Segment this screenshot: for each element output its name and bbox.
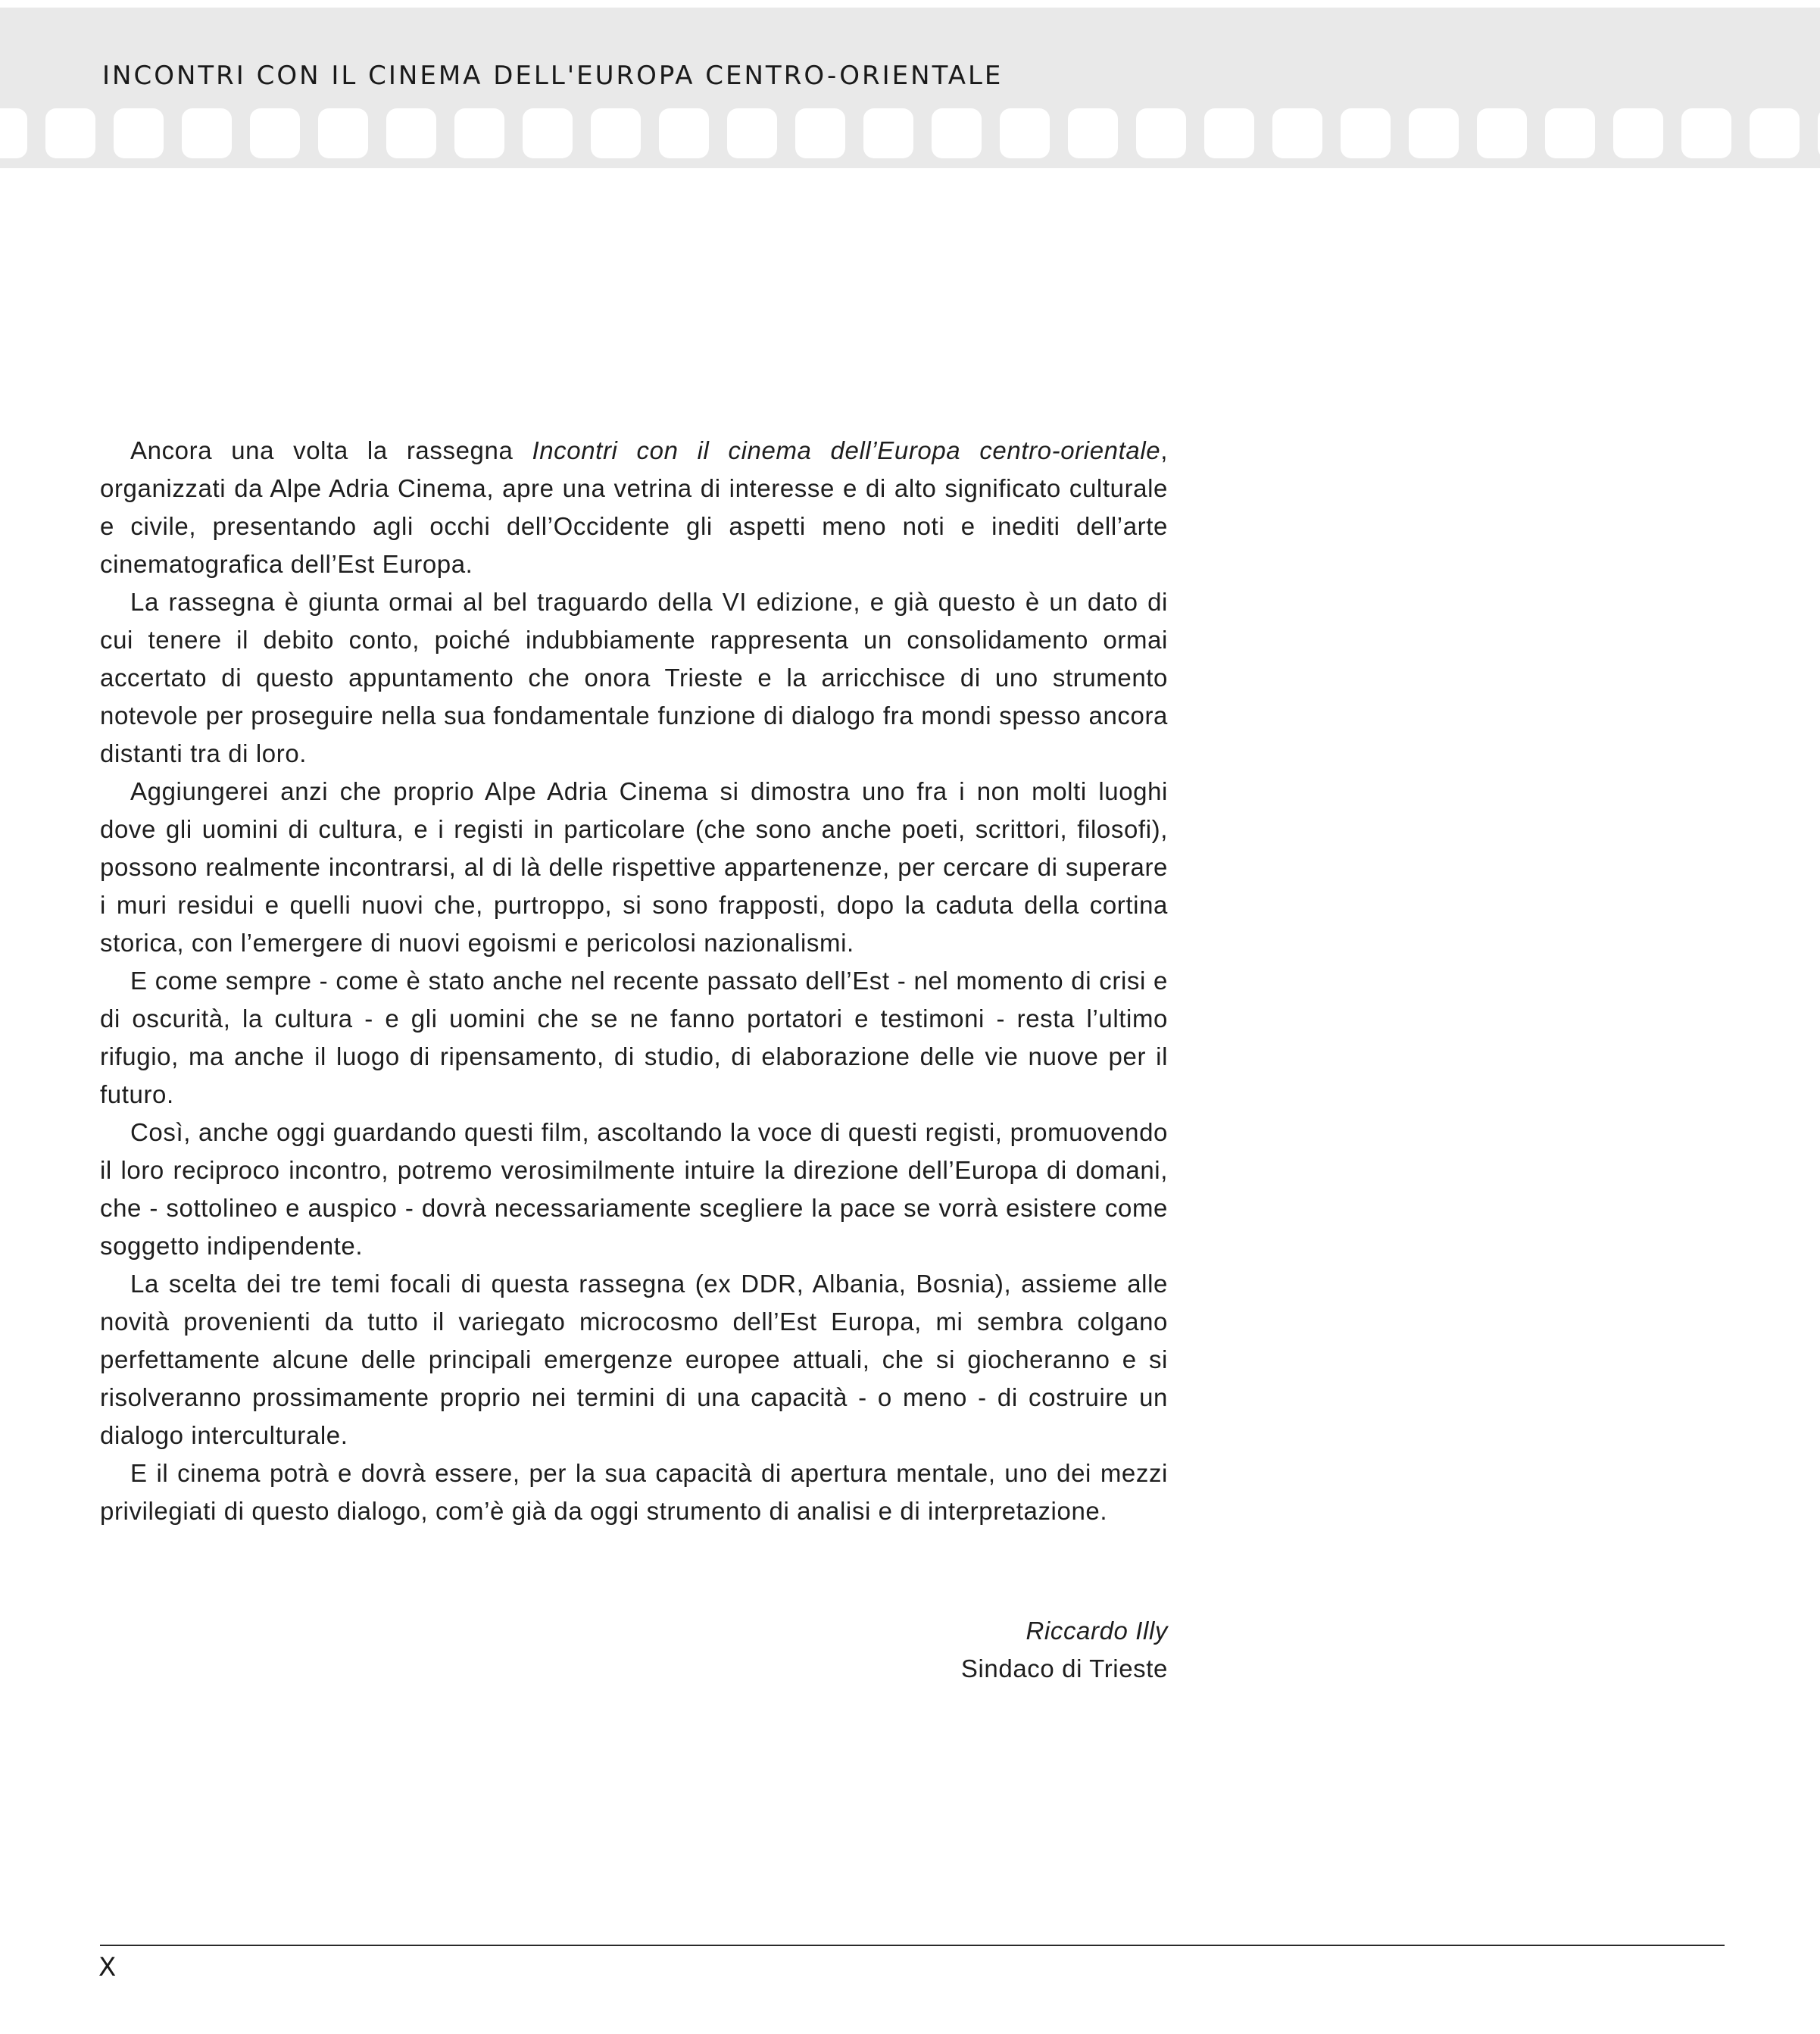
perforation-hole [1409,108,1459,158]
perforation-hole [1000,108,1050,158]
perforation-hole [1272,108,1322,158]
paragraph-3: Aggiungerei anzi che proprio Alpe Adria Cinema si dimostra uno fra i non molti luoghi dove gli uomini di cultura, e i registi in particolare (che sono anche poeti, scrittori, filosofi), possono realmente incontrarsi, al di là delle rispettive appartenenze, per cercare di superare i muri residui e quelli nuovi che, purtroppo, si sono frapposti, dopo la caduta della cortina storica, con l’emergere di nuovi egoismi e pericolosi nazionalismi. [100,777,1168,957]
paragraph-1-rest: , organizzati da Alpe Adria Cinema, apre una vetrina di interesse e di alto significato culturale e civile, presentando agli occhi dell’Occidente gli aspetti meno noti e inediti dell’arte cinematografica dell’Est Europa. [100,436,1168,578]
perforation-hole [727,108,777,158]
perforation-hole [45,108,95,158]
perforation-hole [1068,108,1118,158]
paragraph-1-lead: Ancora una volta la rassegna [130,436,532,464]
paragraph-2: La rassegna è giunta ormai al bel traguardo della VI edizione, e già questo è un dato di cui tenere il debito conto, poiché indubbiamente rappresenta un consolidamento ormai accertato di questo appuntamento che onora Trieste e la arricchisce di uno strumento notevole per proseguire nella sua fondamentale funzione di dialogo fra mondi spesso ancora distanti tra di loro. [100,588,1168,767]
perforation-hole [386,108,436,158]
perforation-hole [454,108,504,158]
perforation-hole [1681,108,1731,158]
signature-role: Sindaco di Trieste [960,1654,1168,1683]
perforation-hole [1136,108,1186,158]
perforation-hole [0,108,27,158]
perforation-hole [1204,108,1254,158]
perforation-hole [932,108,982,158]
perforation-hole [1613,108,1663,158]
perforation-hole [250,108,300,158]
paragraph-7: E il cinema potrà e dovrà essere, per la sua capacità di apertura mentale, uno dei mezzi privilegiati di questo dialogo, com’è già da oggi strumento di analisi e di interpretazione. [100,1459,1168,1525]
paragraph-1 [100,432,1168,583]
perforation-hole [182,108,232,158]
perforation-hole [659,108,709,158]
footer-rule [100,1945,1725,1946]
page-number: X [98,1952,117,1982]
perforation-hole [1750,108,1800,158]
running-header-title: INCONTRI CON IL CINEMA DELL'EUROPA CENTRO-ORIENTALE [102,61,1004,91]
perforation-hole [591,108,641,158]
signature-name: Riccardo Illy [1026,1617,1168,1645]
film-strip-header [0,8,1820,168]
perforation-hole [863,108,913,158]
paragraph-5: Così, anche oggi guardando questi film, ascoltando la voce di questi registi, promuovendo il loro reciproco incontro, potremo verosimilmente intuire la direzione dell’Europa di domani, che - sottolineo e auspico - dovrà necessariamente scegliere la pace se vorrà esistere come soggetto indipendente. [100,1118,1168,1260]
paragraph-4: E come sempre - come è stato anche nel recente passato dell’Est - nel momento di crisi e di oscurità, la cultura - e gli uomini che se ne fanno portatori e testimoni - resta l’ultimo rifugio, ma anche il luogo di ripensamento, di studio, di elaborazione delle vie nuove per il futuro. [100,967,1168,1108]
perforation-hole [1477,108,1527,158]
letter-body [100,432,1168,1530]
perforation-hole [795,108,845,158]
perforation-hole [1545,108,1595,158]
festival-title: Incontri con il cinema dell’Europa centro-orientale [532,436,1161,464]
perforation-hole [114,108,164,158]
film-perforations [0,108,1820,158]
signature-block [757,1612,1168,1688]
perforation-hole [523,108,573,158]
perforation-hole [318,108,368,158]
perforation-hole [1341,108,1391,158]
paragraph-6: La scelta dei tre temi focali di questa rassegna (ex DDR, Albania, Bosnia), assieme alle novità provenienti da tutto il variegato microcosmo dell’Est Europa, mi sembra colgano perfettamente alcune delle principali emergenze europee attuali, che si giocheranno e si risolveranno prossimamente proprio nei termini di una capacità - o meno - di costruire un dialogo interculturale. [100,1270,1168,1449]
